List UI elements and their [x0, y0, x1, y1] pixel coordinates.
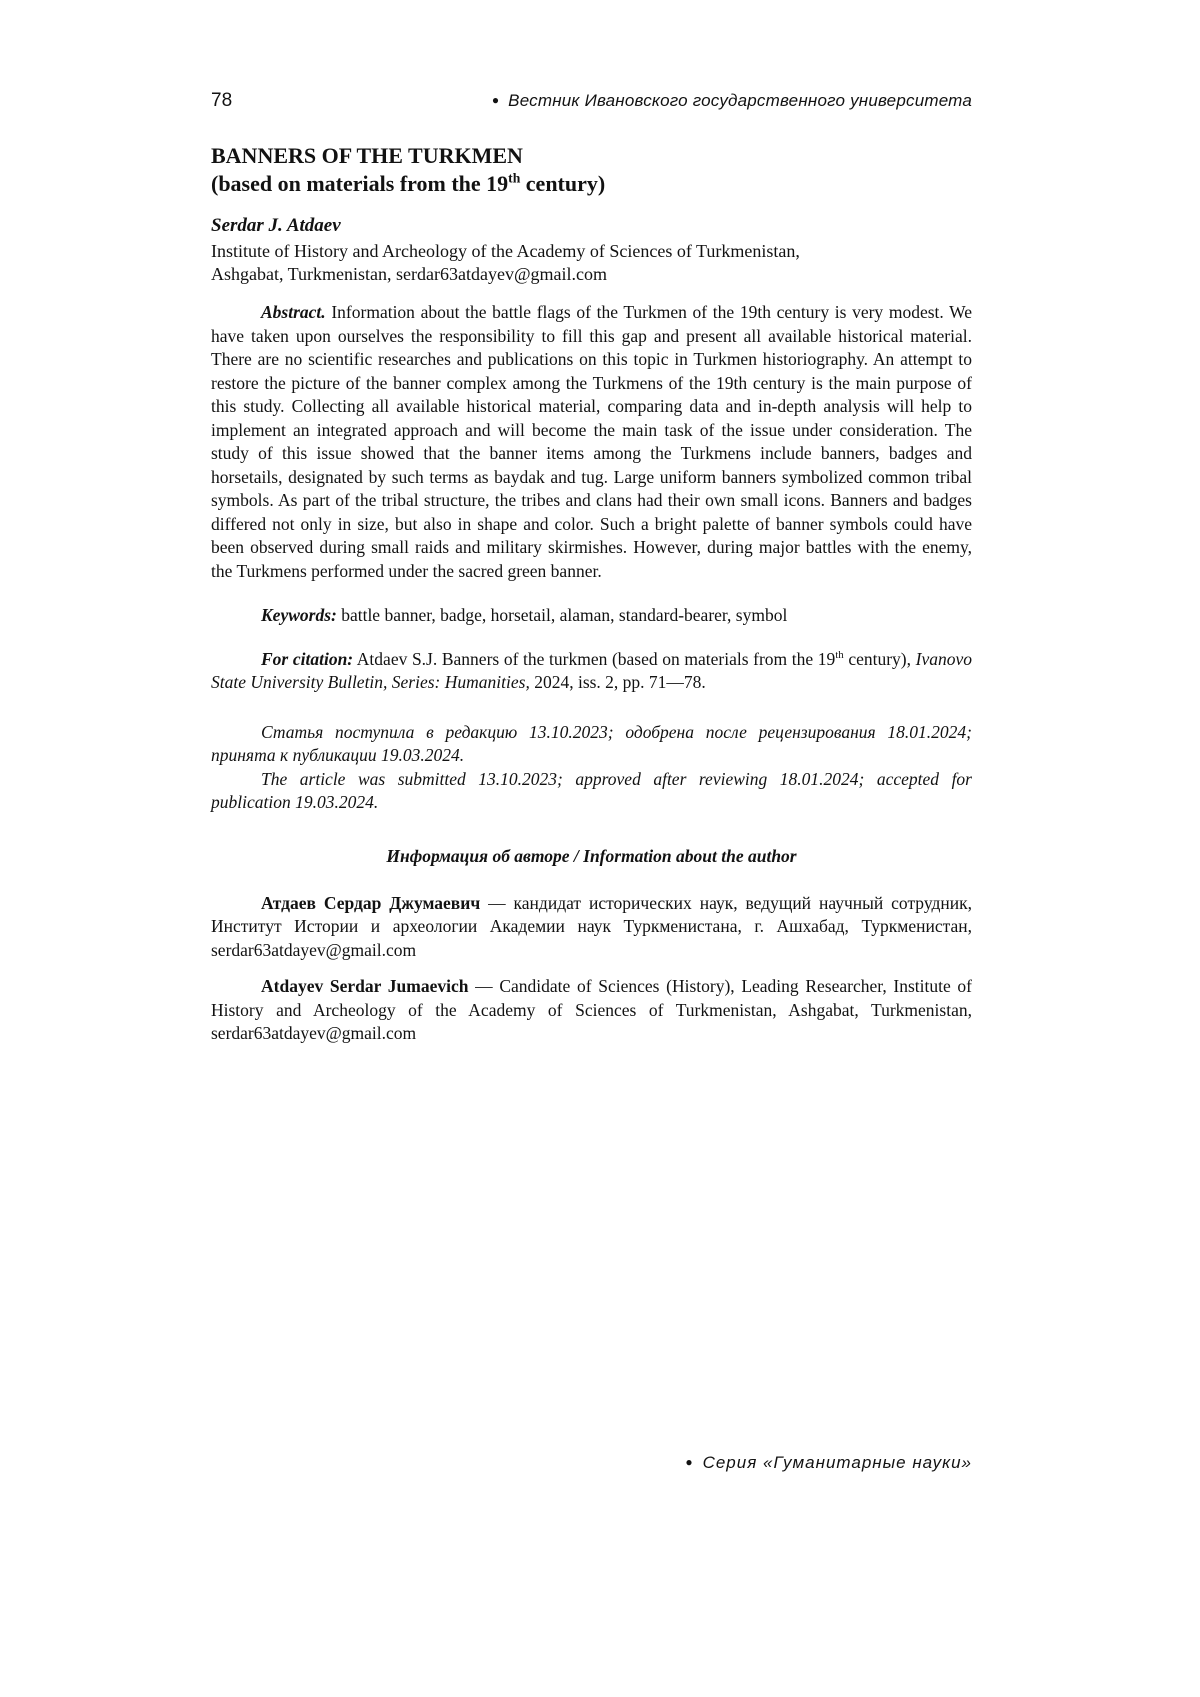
keywords-paragraph: [211, 604, 972, 628]
page-content: [211, 0, 972, 1046]
page-footer: [211, 1453, 972, 1473]
running-title-text: Вестник Ивановского государственного университета: [508, 91, 972, 110]
author-info-en: [211, 975, 972, 1046]
page-number: 78: [211, 90, 233, 111]
affiliation-line2: Ashgabat, Turkmenistan, serdar63atdayev@gmail.com: [211, 264, 607, 284]
footer-bullet-icon: ●: [685, 1455, 693, 1469]
author-info-heading: Информация об авторе / Information about the author: [386, 845, 797, 866]
article-title-line2-end: century): [525, 171, 606, 196]
author-affiliation: [211, 240, 972, 286]
author-name: Serdar J. Atdaev: [211, 215, 341, 236]
citation-journal-title: Ivanovo State University Bulletin, Series: Humanities,: [211, 648, 973, 692]
citation-paragraph: [211, 648, 972, 695]
page-header: [211, 0, 972, 112]
author-name-en: Atdayev Serdar Jumaevich: [261, 976, 469, 996]
affiliation-line1: Institute of History and Archeology of the Academy of Sciences of Turkmenistan,: [211, 241, 800, 261]
running-title: [492, 91, 972, 111]
abstract-label: Abstract.: [261, 302, 326, 322]
article-title-line2: [211, 171, 605, 196]
submission-dates-en: The article was submitted 13.10.2023; approved after reviewing 18.01.2024; accepted for publication 19.03.2024.: [211, 768, 972, 812]
citation-text-part3: 2024, iss. 2, pp. 71—78.: [534, 672, 706, 692]
citation-text-part1: Atdaev S.J. Banners of the turkmen (based on materials from the 19: [356, 648, 836, 669]
article-title-superscript: th: [508, 170, 521, 186]
citation-text-part2: century),: [848, 648, 912, 669]
author-bio-ru: — кандидат исторических наук, ведущий научный сотрудник, Институт Истории и археологии Академии наук Туркменистана, г. Ашхабад, Туркменистан, serdar63atdayev@gmail.com: [211, 892, 972, 960]
abstract-paragraph: [211, 301, 972, 583]
header-bullet-icon: ●: [491, 93, 500, 107]
citation-superscript: th: [835, 648, 844, 661]
article-title-line1: BANNERS OF THE TURKMEN: [211, 143, 523, 168]
series-title: Серия «Гуманитарные науки»: [702, 1453, 972, 1472]
article-title-line2-text: (based on materials from the 19: [211, 171, 509, 196]
author-info-ru: [211, 892, 972, 963]
article-title: [211, 142, 972, 198]
author-bio-en: — Candidate of Sciences (History), Leading Researcher, Institute of History and Archeology of the Academy of Sciences of Turkmenistan, Ashgabat, Turkmenistan, serdar63atdayev@gmail.com: [211, 976, 973, 1043]
abstract-text: Information about the battle flags of the Turkmen of the 19th century is very modest. We have taken upon ourselves the responsibility to fill this gap and present all available historical material. There are no scientific researches and publications on this topic in Turkmen historiography. An attempt to restore the picture of the banner complex among the Turkmens of the 19th century is the main purpose of this study. Collecting all available historical material, comparing data and in-depth analysis will help to implement an integrated approach and will become the main task of the issue under consideration. The study of this issue showed that the banner items among the Turkmens include banners, badges and horsetails, designated by such terms as baydak and tug. Large uniform banners symbolized common tribal symbols. As part of the tribal structure, the tribes and clans had their own small icons. Banners and badges differed not only in size, but also in shape and color. Such a bright palette of banner symbols could have been observed during small raids and military skirmishes. However, during major battles with the enemy, the Turkmens performed under the sacred green banner.: [211, 302, 973, 581]
keywords-label: Keywords:: [261, 605, 337, 625]
citation-label: For citation:: [261, 648, 354, 669]
submission-dates-ru: Статья поступила в редакцию 13.10.2023; одобрена после рецензирования 18.01.2024; принята к публикации 19.03.2024.: [211, 721, 972, 765]
author-name-ru: Атдаев Сердар Джумаевич: [261, 892, 481, 913]
keywords-text: battle banner, badge, horsetail, alaman, standard-bearer, symbol: [341, 605, 788, 625]
